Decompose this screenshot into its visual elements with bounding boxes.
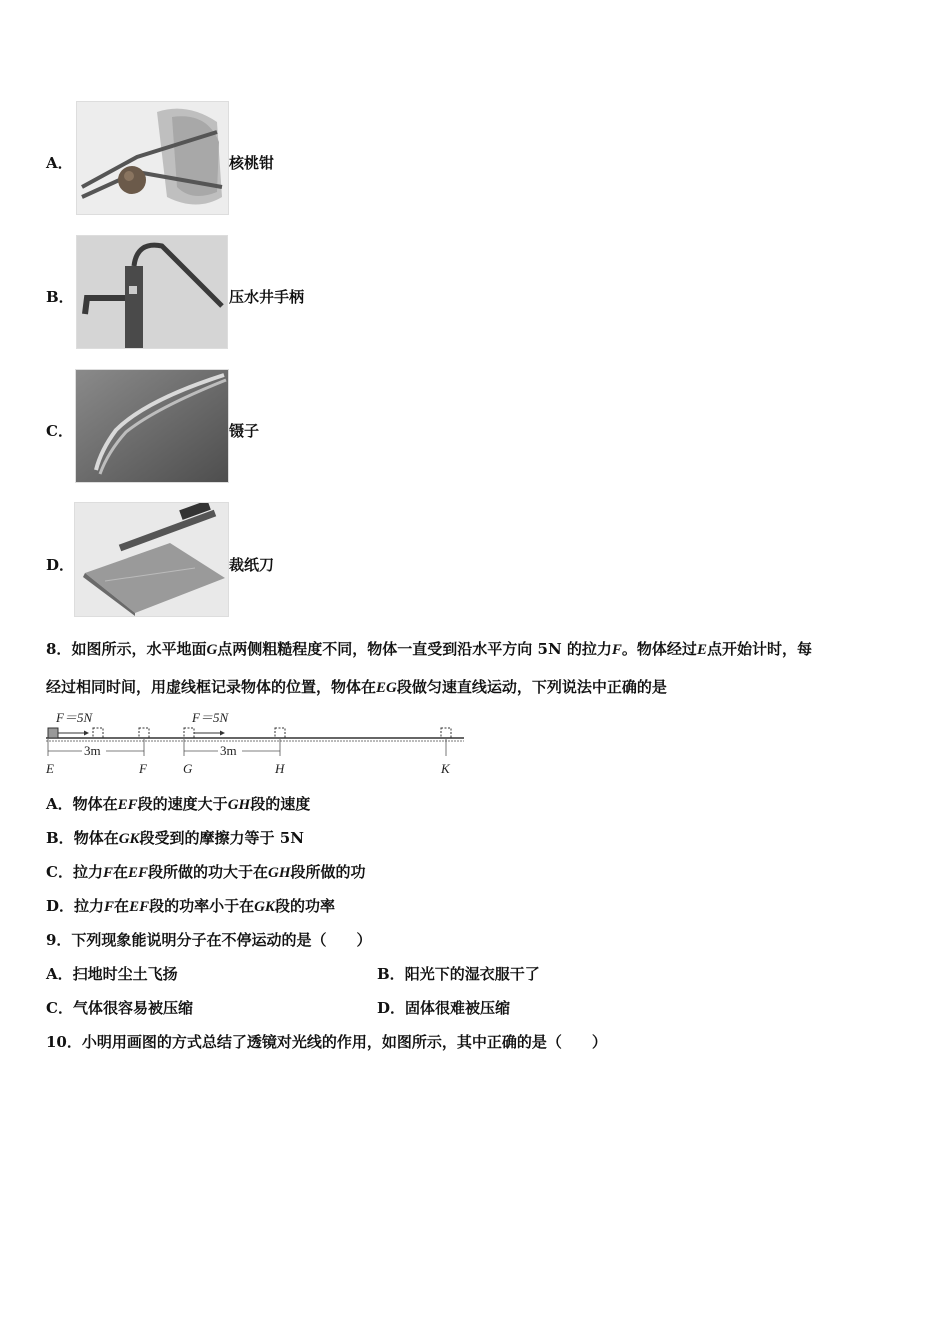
- option-letter: C．: [46, 863, 73, 881]
- q8-option-c: [46, 861, 366, 882]
- point-label-g: G: [183, 761, 193, 776]
- point-label-f: F: [139, 761, 147, 776]
- stem-text: 点两侧粗糙程度不同，物体一直受到沿水平方向 5N 的拉力: [217, 640, 612, 658]
- option-text: 物体在: [73, 829, 119, 847]
- option-letter: B．: [46, 829, 74, 847]
- nutcracker-photo: [76, 101, 229, 215]
- stem-symbol: EG: [376, 680, 397, 696]
- option-letter: B．: [377, 965, 405, 983]
- question-number: 8．: [46, 640, 72, 658]
- option-text: 段的速度: [250, 795, 311, 813]
- option-text: 段的功率小于在: [149, 897, 255, 915]
- dashed-position-box: [93, 728, 103, 738]
- option-text: 固体很难被压缩: [405, 999, 511, 1017]
- stem-symbol: G: [206, 642, 218, 658]
- option-text: 拉力: [72, 863, 103, 881]
- option-letter: C．: [46, 422, 73, 440]
- q9-option-a: [46, 963, 178, 984]
- force-arrowhead: [220, 731, 225, 736]
- stem-text: 经过相同时间，用虚线框记录物体的位置，物体在: [46, 678, 377, 696]
- point-label-k: K: [441, 761, 450, 776]
- option-text: 核桃钳: [229, 154, 275, 172]
- option-symbol: GK: [254, 899, 275, 915]
- dashed-position-box: [441, 728, 451, 738]
- option-letter: A．: [46, 795, 73, 813]
- distance-label: 3m: [84, 743, 101, 758]
- dashed-position-box: [275, 728, 285, 738]
- option-letter: C．: [46, 999, 73, 1017]
- option-letter: B．: [46, 288, 74, 306]
- option-text: 拉力: [74, 897, 105, 915]
- point-label-h: H: [275, 761, 285, 776]
- option-symbol: F: [102, 865, 113, 881]
- stem-text: 点开始计时，每: [706, 640, 812, 658]
- option-text: 气体很容易被压缩: [72, 999, 193, 1017]
- q8-option-a: [46, 793, 310, 814]
- option-text: 裁纸刀: [229, 556, 275, 574]
- stem-text: 。物体经过: [621, 640, 697, 658]
- q9-option-d: [377, 997, 510, 1018]
- q10-stem: 10．小明用画图的方式总结了透镜对光线的作用，如图所示，其中正确的是（ ）: [46, 1033, 607, 1051]
- option-text: 在: [112, 863, 128, 881]
- option-text: 段的功率: [274, 897, 335, 915]
- option-symbol: F: [104, 899, 115, 915]
- option-text: 物体在: [72, 795, 118, 813]
- option-text: 在: [114, 897, 130, 915]
- block: [48, 728, 58, 738]
- force-label: F＝5N: [56, 710, 93, 725]
- option-text: 镊子: [229, 422, 260, 440]
- tweezers-photo: [75, 369, 229, 483]
- option-letter: A．: [46, 154, 73, 172]
- option-letter: D．: [377, 999, 406, 1017]
- q8-option-b: [46, 827, 304, 848]
- q8-stem-line-1: [46, 638, 812, 659]
- option-symbol: GH: [227, 797, 251, 813]
- distance-label: 3m: [220, 743, 237, 758]
- q9-option-c: [46, 997, 193, 1018]
- force-arrowhead: [84, 731, 89, 736]
- option-text: 段的速度大于: [137, 795, 228, 813]
- dashed-position-box: [139, 728, 149, 738]
- option-letter: D．: [46, 556, 75, 574]
- stem-text: 段做匀速直线运动，下列说法中正确的是: [396, 678, 667, 696]
- water-pump-handle-photo: [76, 235, 228, 349]
- option-symbol: EF: [128, 865, 149, 881]
- q9-stem: 9．下列现象能说明分子在不停运动的是（ ）: [46, 931, 372, 949]
- force-label: F＝5N: [192, 710, 229, 725]
- option-symbol: GH: [268, 865, 291, 881]
- option-letter: D．: [46, 897, 75, 915]
- stem-symbol: F: [611, 642, 622, 658]
- q8-motion-figure: [40, 706, 470, 778]
- q8-option-d: [46, 895, 335, 916]
- dashed-position-box: [184, 728, 194, 738]
- option-text: 阳光下的湿衣服干了: [404, 965, 540, 983]
- option-text: 段所做的功: [290, 863, 366, 881]
- stem-text: 如图所示，水平地面: [71, 640, 207, 658]
- option-text: 段受到的摩擦力等于 5N: [139, 829, 304, 847]
- option-symbol: GK: [118, 831, 140, 847]
- option-text: 扫地时尘土飞扬: [72, 965, 178, 983]
- stem-symbol: E: [696, 642, 707, 658]
- option-symbol: EF: [129, 899, 150, 915]
- option-symbol: EF: [117, 797, 138, 813]
- option-text: 压水井手柄: [229, 288, 305, 306]
- paper-cutter-photo: [74, 502, 229, 617]
- point-label-e: E: [46, 761, 54, 776]
- option-letter: A．: [46, 965, 73, 983]
- q9-option-b: [377, 963, 540, 984]
- option-text: 段所做的功大于在: [148, 863, 269, 881]
- q8-stem-line-2: [46, 676, 667, 697]
